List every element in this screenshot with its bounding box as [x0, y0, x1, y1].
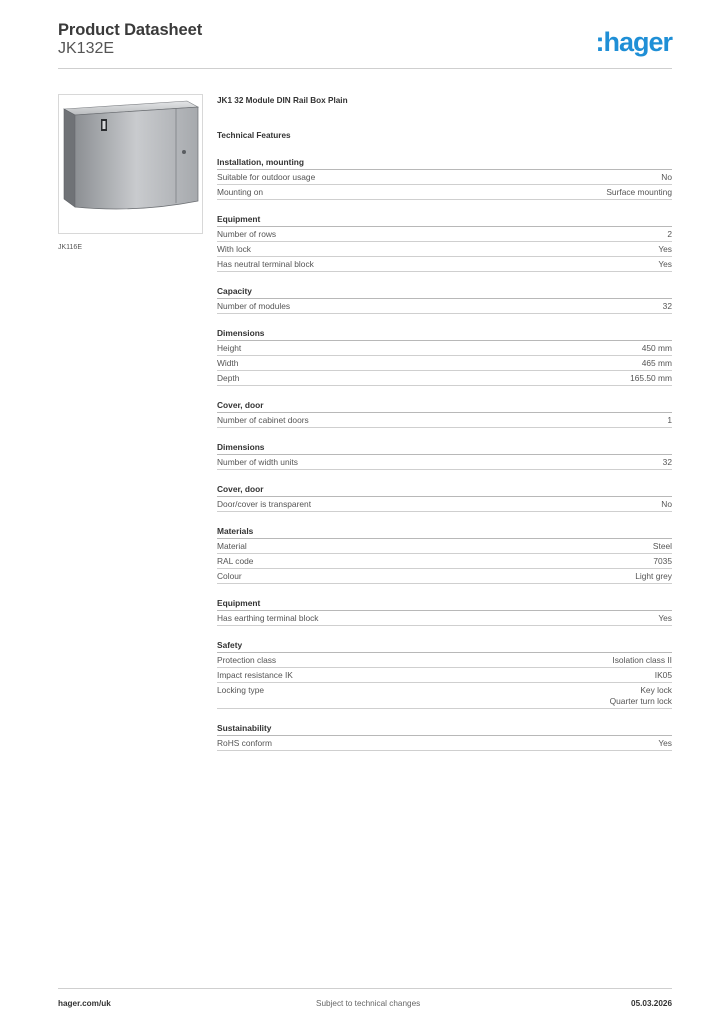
feature-row [217, 569, 672, 584]
footer-divider [58, 988, 672, 989]
technical-features-heading: Technical Features [217, 131, 291, 140]
feature-value: Yes [658, 244, 672, 254]
feature-sections [217, 156, 672, 751]
feature-row [217, 371, 672, 386]
feature-section [217, 525, 672, 584]
feature-label: Door/cover is transparent [217, 499, 312, 509]
section-title: Sustainability [217, 722, 672, 736]
feature-label: Depth [217, 373, 240, 383]
footer-website[interactable]: hager.com/uk [58, 999, 111, 1008]
document-title: Product Datasheet [58, 21, 203, 39]
feature-value: No [661, 172, 672, 182]
enclosure-illustration [59, 95, 202, 233]
feature-label: Has neutral terminal block [217, 259, 314, 269]
feature-row [217, 341, 672, 356]
feature-row [217, 736, 672, 751]
section-title: Safety [217, 639, 672, 653]
feature-row [217, 356, 672, 371]
feature-row [217, 554, 672, 569]
feature-section [217, 441, 672, 470]
feature-label: Number of rows [217, 229, 277, 239]
feature-row [217, 539, 672, 554]
feature-value: 465 mm [641, 358, 672, 368]
feature-label: With lock [217, 244, 251, 254]
feature-row [217, 653, 672, 668]
footer-date: 05.03.2026 [631, 999, 672, 1008]
feature-value: Yes [658, 613, 672, 623]
feature-label: Height [217, 343, 242, 353]
feature-label: Material [217, 541, 247, 551]
feature-label: Width [217, 358, 239, 368]
feature-label: RoHS conform [217, 738, 272, 748]
feature-value [610, 685, 672, 707]
product-image [58, 94, 203, 234]
section-title: Dimensions [217, 327, 672, 341]
feature-row [217, 170, 672, 185]
feature-value: Yes [658, 738, 672, 748]
feature-label: Suitable for outdoor usage [217, 172, 316, 182]
feature-value: Light grey [635, 571, 672, 581]
feature-row [217, 497, 672, 512]
feature-label: Locking type [217, 685, 265, 695]
feature-label: Number of width units [217, 457, 298, 467]
feature-label: Mounting on [217, 187, 264, 197]
feature-row [217, 299, 672, 314]
header-divider [58, 68, 672, 69]
section-title: Dimensions [217, 441, 672, 455]
feature-row [217, 227, 672, 242]
feature-section [217, 156, 672, 200]
feature-value: 2 [667, 229, 672, 239]
feature-section [217, 285, 672, 314]
feature-value: 1 [667, 415, 672, 425]
feature-row [217, 242, 672, 257]
feature-value: Isolation class II [612, 655, 672, 665]
feature-value: 450 mm [641, 343, 672, 353]
feature-label: Number of modules [217, 301, 291, 311]
feature-row [217, 413, 672, 428]
product-name: JK1 32 Module DIN Rail Box Plain [217, 96, 348, 105]
feature-label: Colour [217, 571, 242, 581]
feature-row [217, 185, 672, 200]
feature-value-line: Key lock [640, 685, 672, 695]
section-title: Equipment [217, 213, 672, 227]
feature-label: Number of cabinet doors [217, 415, 309, 425]
section-title: Materials [217, 525, 672, 539]
image-caption: JK116E [58, 244, 82, 251]
feature-section [217, 483, 672, 512]
feature-section [217, 327, 672, 386]
feature-section [217, 213, 672, 272]
feature-value: 7035 [653, 556, 672, 566]
feature-label: Has earthing terminal block [217, 613, 319, 623]
feature-value-line: Quarter turn lock [609, 696, 672, 706]
section-title: Cover, door [217, 399, 672, 413]
feature-row [217, 683, 672, 709]
feature-label: RAL code [217, 556, 254, 566]
section-title: Capacity [217, 285, 672, 299]
feature-section [217, 399, 672, 428]
feature-row [217, 455, 672, 470]
section-title: Cover, door [217, 483, 672, 497]
feature-value: Surface mounting [606, 187, 672, 197]
feature-value: 165.50 mm [630, 373, 672, 383]
feature-row [217, 257, 672, 272]
feature-section [217, 597, 672, 626]
page-header [58, 20, 672, 70]
footer-note: Subject to technical changes [316, 999, 421, 1008]
feature-row [217, 668, 672, 683]
section-title: Installation, mounting [217, 156, 672, 170]
hager-logo: :hager [595, 27, 672, 57]
technical-content [217, 95, 672, 751]
feature-value: No [661, 499, 672, 509]
section-title: Equipment [217, 597, 672, 611]
feature-label: Impact resistance IK [217, 670, 293, 680]
feature-value: 32 [662, 301, 672, 311]
feature-row [217, 611, 672, 626]
product-code: JK132E [58, 40, 115, 57]
feature-label: Protection class [217, 655, 277, 665]
feature-section [217, 722, 672, 751]
feature-value: IK05 [654, 670, 672, 680]
feature-value: Yes [658, 259, 672, 269]
feature-value: Steel [652, 541, 672, 551]
feature-section [217, 639, 672, 709]
feature-value: 32 [662, 457, 672, 467]
